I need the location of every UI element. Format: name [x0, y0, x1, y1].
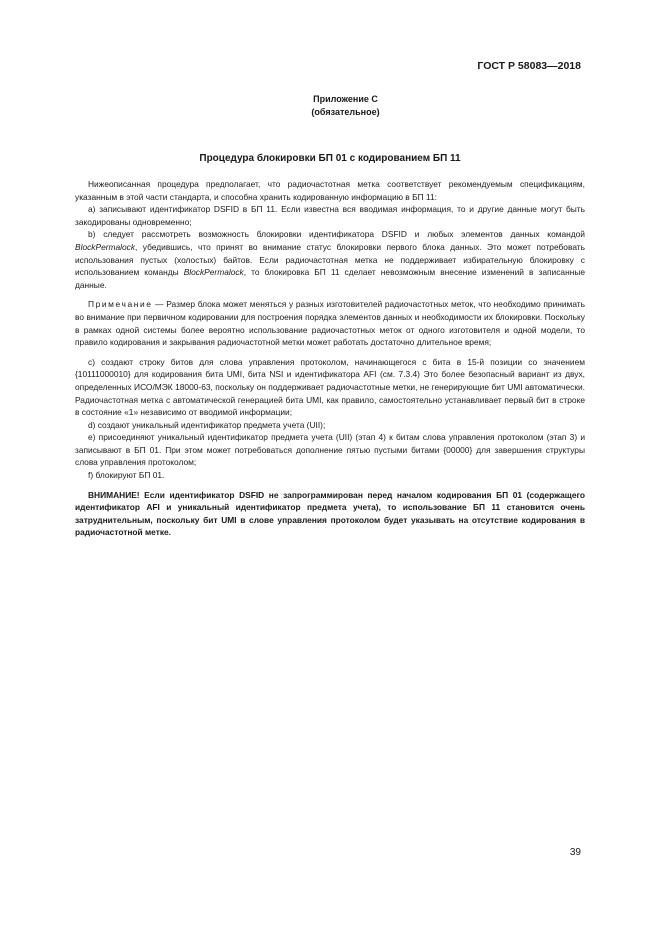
appendix-heading — [0, 93, 661, 119]
step-b-part-1: b) следует рассмотреть возможность блокировки идентификатора DSFID и любых элементов данных командой — [88, 229, 585, 240]
note-label: Примечание — [88, 299, 153, 310]
step-e: е) присоединяют уникальный идентификатор предмета учета (UII) (этап 4) к битам слова управления протоколом (этап 3) и записывают в БП 01. При этом может потребоваться дополнение пятью пустыми битами {00000} для завершения структуры слова управления протоколом; — [75, 432, 585, 468]
step-b-part-3: , то блокировка БП 11 сделает невозможным внесение изменений в записанные данные. — [75, 267, 585, 290]
page-number: 39 — [569, 847, 581, 858]
intro-paragraph: Нижеописанная процедура предполагает, что радиочастотная метка соответствует рекомендуемым спецификациям, указанным в этой части стандарта, и способна хранить кодированную информацию в БП 11: — [75, 179, 585, 202]
appendix-status: (обязательное) — [311, 107, 380, 117]
step-b-part-2: , убедившись, что принят во внимание статус блокировки первого блока данных. Это может потребовать использования пустых (холостых) байтов. Если радиочастотная метка не поддерживает избирательную блокировку с использованием команды — [75, 241, 585, 278]
note-paragraph — [75, 298, 585, 348]
step-c: с) создают строку битов для слова управления протоколом, начинающегося с бита в 15-й позиции со значением {10111000010} для кодирования бита UMI, бита NSI и идентификатора AFI (см. 7.3.4) Это более безопасный вариант из двух, определенных ИСО/МЭК 18000-63, поскольку он поддерживает радиочастотные метки, не генерирующие бит UMI автоматически. Радиочастотная метка с автоматической генерацией бита UMI, как правило, самостоятельно устанавливает первый бит в строке в состояние «1» независимо от вводимой информации; — [75, 356, 585, 418]
step-b-command-2: BlockPermalock — [183, 267, 244, 278]
step-a: а) записывают идентификатор DSFID в БП 11. Если известна вся вводимая информация, то и другие данные могут быть закодированы одновременно; — [75, 204, 585, 227]
step-f: f) блокируют БП 01. — [88, 470, 165, 481]
section-title: Процедура блокировки БП 01 с кодированием БП 11 — [199, 153, 461, 164]
step-d: d) создают уникальный идентификатор предмета учета (UII); — [88, 419, 326, 430]
standard-number: ГОСТ Р 58083—2018 — [477, 60, 581, 72]
warning-paragraph: ВНИМАНИЕ! Если идентификатор DSFID не запрограммирован перед началом кодирования БП 01 (содержащего идентификатор AFI и уникальный идентификатор предмета учета), то использование БП 11 становится очень затруднительным, поскольку бит UMI в слове управления протоколом будет указывать на отсутствие кодирования в радиочастотной метке. — [75, 489, 585, 538]
body-text — [75, 178, 585, 539]
step-b-command-1: BlockPermalock — [75, 241, 136, 252]
step-b — [75, 228, 585, 291]
note-text: — Размер блока может меняться у разных изготовителей радиочастотных меток, что необходимо принимать во внимание при первичном кодировании для построения порядка элементов данных и необходимости их блокировки. Поскольку в рамках одной системы более вероятно использование радиочастотных меток от одного изготовителя и одной модели, то правило кодирования и закрывания радиочастотной метки может работать достаточно длительное время; — [75, 299, 585, 348]
appendix-title: Приложение С — [313, 94, 378, 104]
